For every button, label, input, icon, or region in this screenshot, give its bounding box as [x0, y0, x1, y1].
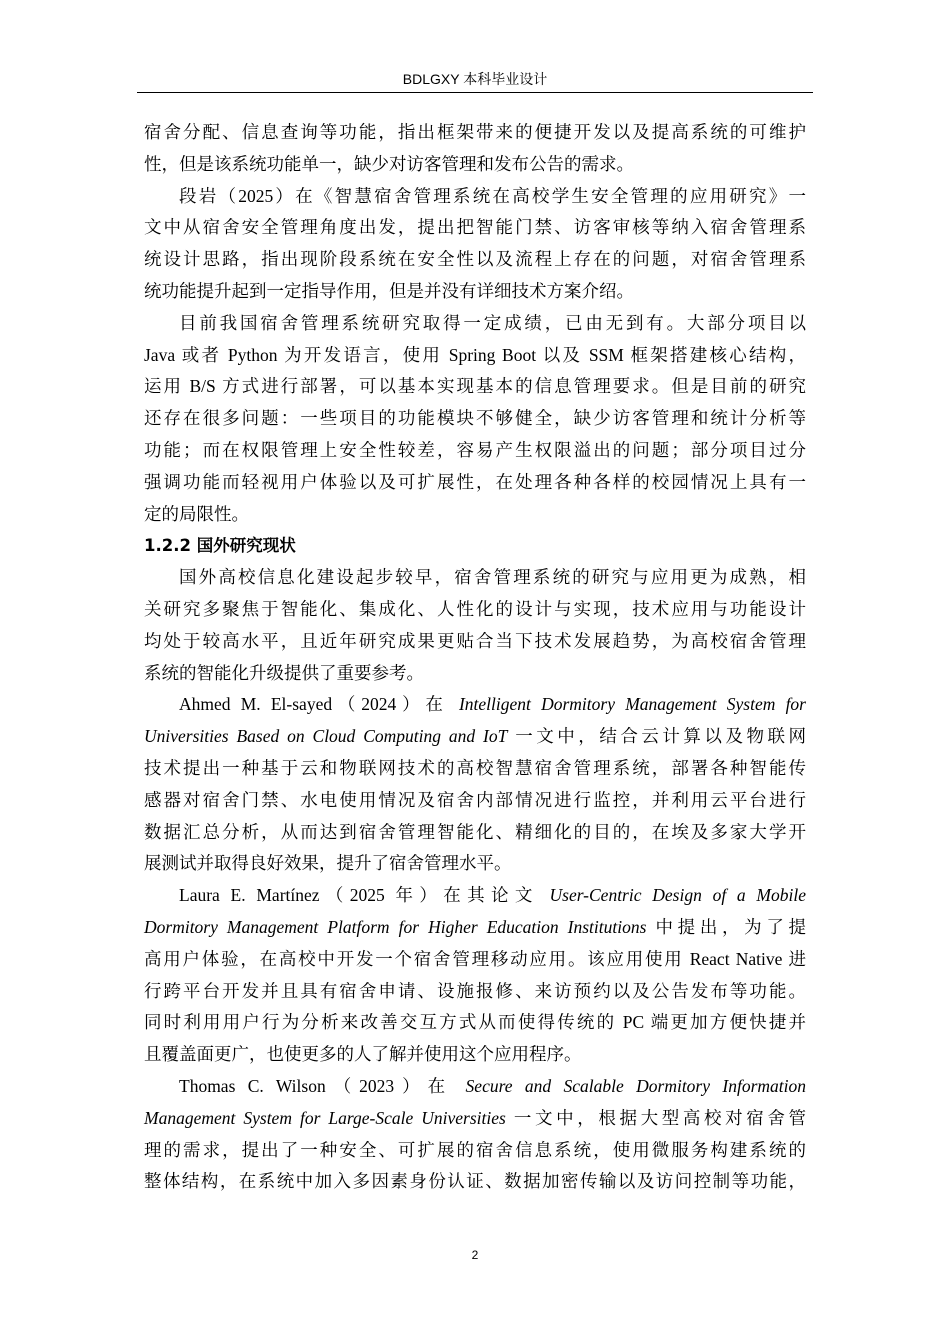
- paragraph-5: [144, 689, 806, 880]
- text-line: 性，但是该系统功能单一，缺少对访客管理和发布公告的需求。: [144, 153, 634, 174]
- text-line: 目前我国宿舍管理系统研究取得一定成绩，已由无到有。大部分项目以: [179, 312, 806, 333]
- text-line: 高用户体验，在高校中开发一个宿舍管理移动应用。该应用使用 React Native 进: [144, 948, 806, 969]
- text-line: 关研究多聚焦于智能化、集成化、人性化的设计与实现，技术应用与功能设计: [144, 598, 806, 619]
- text-line: 文中从宿舍安全管理角度出发，提出把智能门禁、访客审核等纳入宿舍管理系: [144, 217, 806, 238]
- text-line: 强调功能而轻视用户体验以及可扩展性，在处理各种各样的校园情况上具有一: [144, 471, 806, 492]
- text-line: [144, 880, 806, 912]
- paragraph-4: [144, 562, 806, 689]
- text-line: [144, 721, 806, 753]
- paragraph-6: [144, 880, 806, 1071]
- text-line: Java 或者 Python 为开发语言，使用 Spring Boot 以及 SSM 框架搭建核心结构，: [144, 344, 806, 365]
- section-heading: 1.2.2 国外研究现状: [144, 536, 296, 556]
- cited-title: Management System for Large-Scale Universities: [144, 1107, 506, 1128]
- citation-author: Laura E. Martínez（2025 年）在其论文: [179, 885, 550, 906]
- paragraph-7: [144, 1071, 806, 1198]
- text-line: 感器对宿舍门禁、水电使用情况及宿舍内部情况进行监控，并利用云平台进行: [144, 789, 806, 810]
- text-run: 一文中，根据大型高校对宿舍管: [505, 1107, 806, 1128]
- text-line: [144, 1103, 806, 1135]
- text-line: 展测试并取得良好效果，提升了宿舍管理水平。: [144, 853, 512, 874]
- body-content: [144, 117, 806, 1198]
- text-line: 统功能提升起到一定指导作用，但是并没有详细技术方案介绍。: [144, 280, 634, 301]
- paragraph-3: [144, 308, 806, 531]
- text-line: 均处于较高水平，且近年研究成果更贴合当下技术发展趋势，为高校宿舍管理: [144, 630, 806, 651]
- text-line: 且覆盖面更广，也使更多的人了解并使用这个应用程序。: [144, 1044, 582, 1065]
- text-line: 国外高校信息化建设起步较早，宿舍管理系统的研究与应用更为成熟，相: [179, 567, 806, 588]
- page-number: 2: [471, 1248, 479, 1262]
- paragraph-2: [144, 181, 806, 308]
- cited-title: User-Centric Design of a Mobile: [549, 885, 806, 906]
- citation-author: Ahmed M. El-sayed（2024）在: [179, 694, 459, 715]
- paragraph-1: [144, 117, 806, 181]
- cited-title: Universities Based on Cloud Computing and IoT: [144, 726, 508, 747]
- text-line: 理的需求，提出了一种安全、可扩展的宿舍信息系统，使用微服务构建系统的: [144, 1139, 806, 1160]
- text-line: 数据汇总分析，从而达到宿舍管理智能化、精细化的目的，在埃及多家大学开: [144, 821, 806, 842]
- text-line: 宿舍分配、信息查询等功能，指出框架带来的便捷开发以及提高系统的可维护: [144, 122, 806, 142]
- text-run: 中提出，为了提: [646, 916, 806, 937]
- text-line: 功能；而在权限管理上安全性较差，容易产生权限溢出的问题；部分项目过分: [144, 439, 806, 460]
- text-line: [144, 689, 806, 721]
- text-line: 统设计思路，指出现阶段系统在安全性以及流程上存在的问题，对宿舍管理系: [144, 249, 806, 270]
- header-rule: [137, 92, 813, 93]
- text-run: 一文中，结合云计算以及物联网: [507, 726, 807, 747]
- text-line: 同时利用用户行为分析来改善交互方式从而使得传统的 PC 端更加方便快捷并: [144, 1012, 806, 1033]
- cited-title: Secure and Scalable Dormitory Information: [465, 1075, 806, 1096]
- cited-title: Dormitory Management Platform for Higher Education Institutions: [144, 916, 647, 937]
- text-line: 段岩（2025）在《智慧宿舍管理系统在高校学生安全管理的应用研究》一: [179, 185, 806, 206]
- text-line: [144, 1071, 806, 1103]
- cited-title: Intelligent Dormitory Management System for: [458, 694, 806, 715]
- text-line: [144, 912, 806, 944]
- citation-author: Thomas C. Wilson（2023）在: [179, 1075, 466, 1096]
- page-header: BDLGXY 本科毕业设计: [402, 71, 548, 87]
- text-line: 技术提出一种基于云和物联网技术的高校智慧宿舍管理系统，部署各种智能传: [144, 757, 806, 778]
- text-line: 定的局限性。: [144, 503, 249, 524]
- text-line: 还存在很多问题：一些项目的功能模块不够健全，缺少访客管理和统计分析等: [144, 408, 806, 429]
- text-line: 行跨平台开发并且具有宿舍申请、设施报修、来访预约以及公告发布等功能。: [144, 980, 806, 1001]
- text-line: 整体结构，在系统中加入多因素身份认证、数据加密传输以及访问控制等功能，: [144, 1171, 806, 1192]
- text-line: 系统的智能化升级提供了重要参考。: [144, 662, 424, 683]
- text-line: 运用 B/S 方式进行部署，可以基本实现基本的信息管理要求。但是目前的研究: [144, 376, 806, 397]
